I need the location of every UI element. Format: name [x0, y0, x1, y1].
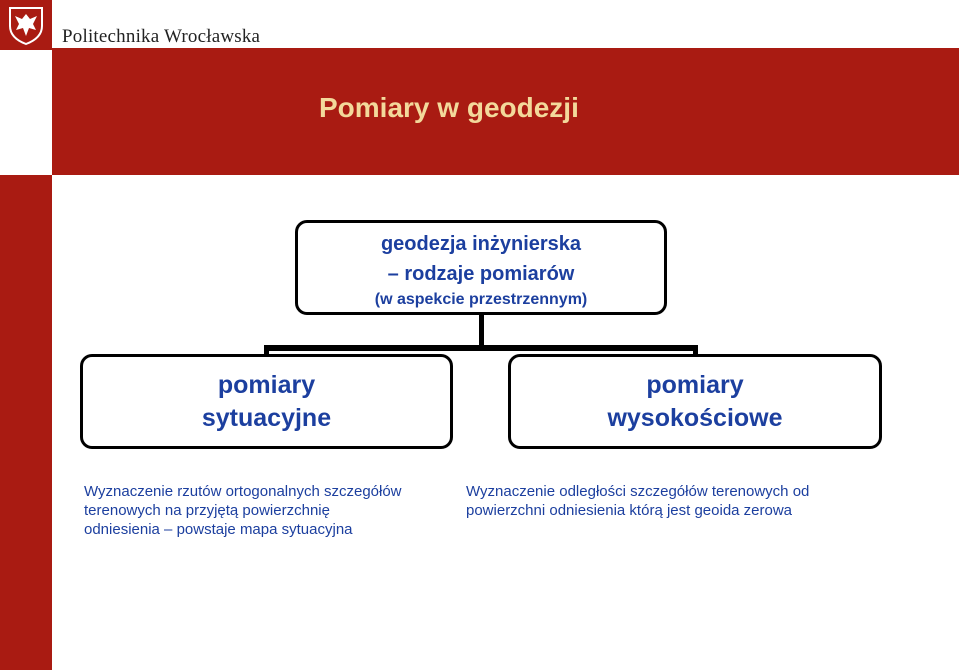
node-right-label-line2: wysokościowe: [607, 404, 783, 432]
node-left-label-line2: sytuacyjne: [201, 404, 332, 432]
left-description-line: Wyznaczenie rzutów ortogonalnych szczegółów: [84, 483, 402, 500]
university-logo: [0, 0, 52, 50]
root-node-line2: – rodzaje pomiarów: [387, 263, 575, 285]
connector-root-down: [479, 315, 484, 348]
root-node: [295, 220, 667, 315]
page-title: Pomiary w geodezji: [319, 92, 579, 123]
left-description-line: terenowych na przyjętą powierzchnię: [84, 502, 330, 519]
brand-name: Politechnika Wrocławska: [62, 26, 261, 47]
root-node-line1: geodezja inżynierska: [380, 233, 582, 255]
connector-horizontal: [264, 345, 698, 351]
node-left-label-line1: pomiary: [217, 371, 316, 399]
node-right-label-line1: pomiary: [646, 371, 744, 399]
left-description-line: odniesienia – powstaje mapa sytuacyjna: [84, 521, 353, 538]
root-node-line3: (w aspekcie przestrzennym): [374, 291, 588, 308]
side-band: [0, 175, 52, 670]
right-description-line: Wyznaczenie odległości szczegółów terenowych od: [466, 483, 810, 500]
right-description-line: powierzchni odniesienia którą jest geoida zerowa: [466, 502, 793, 519]
node-pomiary-sytuacyjne: [80, 354, 453, 449]
eagle-emblem-icon: [6, 4, 46, 46]
left-description: [84, 482, 459, 539]
right-description: [466, 482, 876, 520]
node-pomiary-wysokosciowe: [508, 354, 882, 449]
